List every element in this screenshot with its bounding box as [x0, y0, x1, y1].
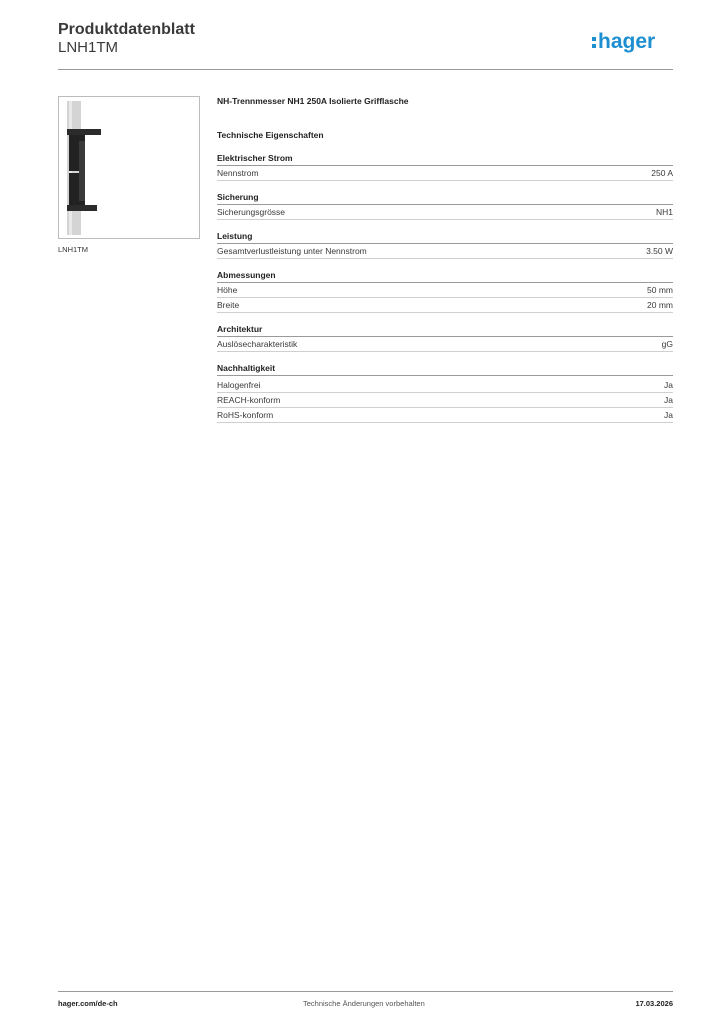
- spec-group-fuse: [217, 192, 673, 220]
- spec-row: [217, 166, 673, 181]
- fuse-knife-image: [59, 97, 199, 238]
- image-caption: LNH1TM: [58, 245, 89, 254]
- spec-value: gG: [661, 339, 673, 349]
- spec-row: [217, 393, 673, 408]
- spec-value: Ja: [664, 395, 673, 405]
- spec-row: [217, 205, 673, 220]
- spec-row: [217, 378, 673, 393]
- spec-label: Breite: [217, 300, 240, 310]
- spec-group-power: [217, 231, 673, 259]
- spec-value: 20 mm: [647, 300, 673, 310]
- group-title: Abmessungen: [217, 270, 673, 283]
- section-title: Technische Eigenschaften: [217, 130, 324, 140]
- spec-label: RoHS-konform: [217, 410, 274, 420]
- group-title: Nachhaltigkeit: [217, 363, 673, 376]
- spec-label: Gesamtverlustleistung unter Nennstrom: [217, 246, 367, 256]
- spec-group-electrical: [217, 153, 673, 181]
- spec-value: 3.50 W: [646, 246, 673, 256]
- spec-content: [217, 96, 673, 423]
- group-title: Architektur: [217, 324, 673, 337]
- spec-label: Nennstrom: [217, 168, 259, 178]
- spec-group-dimensions: [217, 270, 673, 313]
- spec-row: [217, 244, 673, 259]
- spec-row: [217, 337, 673, 352]
- spec-group-sustainability: [217, 363, 673, 423]
- spec-row: [217, 408, 673, 423]
- spec-label: Sicherungsgrösse: [217, 207, 286, 217]
- logo-text: hager: [598, 30, 656, 53]
- header-divider: [58, 69, 673, 70]
- spec-label: Höhe: [217, 285, 238, 295]
- group-title: Elektrischer Strom: [217, 153, 673, 166]
- group-title: Leistung: [217, 231, 673, 244]
- product-image: [58, 96, 200, 239]
- spec-row: [217, 298, 673, 313]
- hager-logo: [592, 28, 674, 56]
- spec-value: NH1: [655, 207, 673, 217]
- spec-label: REACH-konform: [217, 395, 281, 405]
- product-code: LNH1TM: [58, 39, 119, 56]
- footer-notice: Technische Änderungen vorbehalten: [303, 999, 425, 1008]
- product-name: NH-Trennmesser NH1 250A Isolierte Grifflasche: [217, 96, 409, 106]
- spec-value: Ja: [664, 410, 673, 420]
- page-title: Produktdatenblatt: [58, 21, 195, 38]
- spec-value: 250 A: [651, 168, 673, 178]
- spec-row: [217, 283, 673, 298]
- spec-label: Auslösecharakteristik: [217, 339, 298, 349]
- spec-label: Halogenfrei: [217, 380, 261, 390]
- spec-value: 50 mm: [647, 285, 673, 295]
- spec-value: Ja: [664, 380, 673, 390]
- footer-website[interactable]: hager.com/de-ch: [58, 999, 118, 1008]
- group-title: Sicherung: [217, 192, 673, 205]
- spec-group-architecture: [217, 324, 673, 352]
- footer-divider: [58, 991, 673, 992]
- footer-date: 17.03.2026: [635, 999, 673, 1008]
